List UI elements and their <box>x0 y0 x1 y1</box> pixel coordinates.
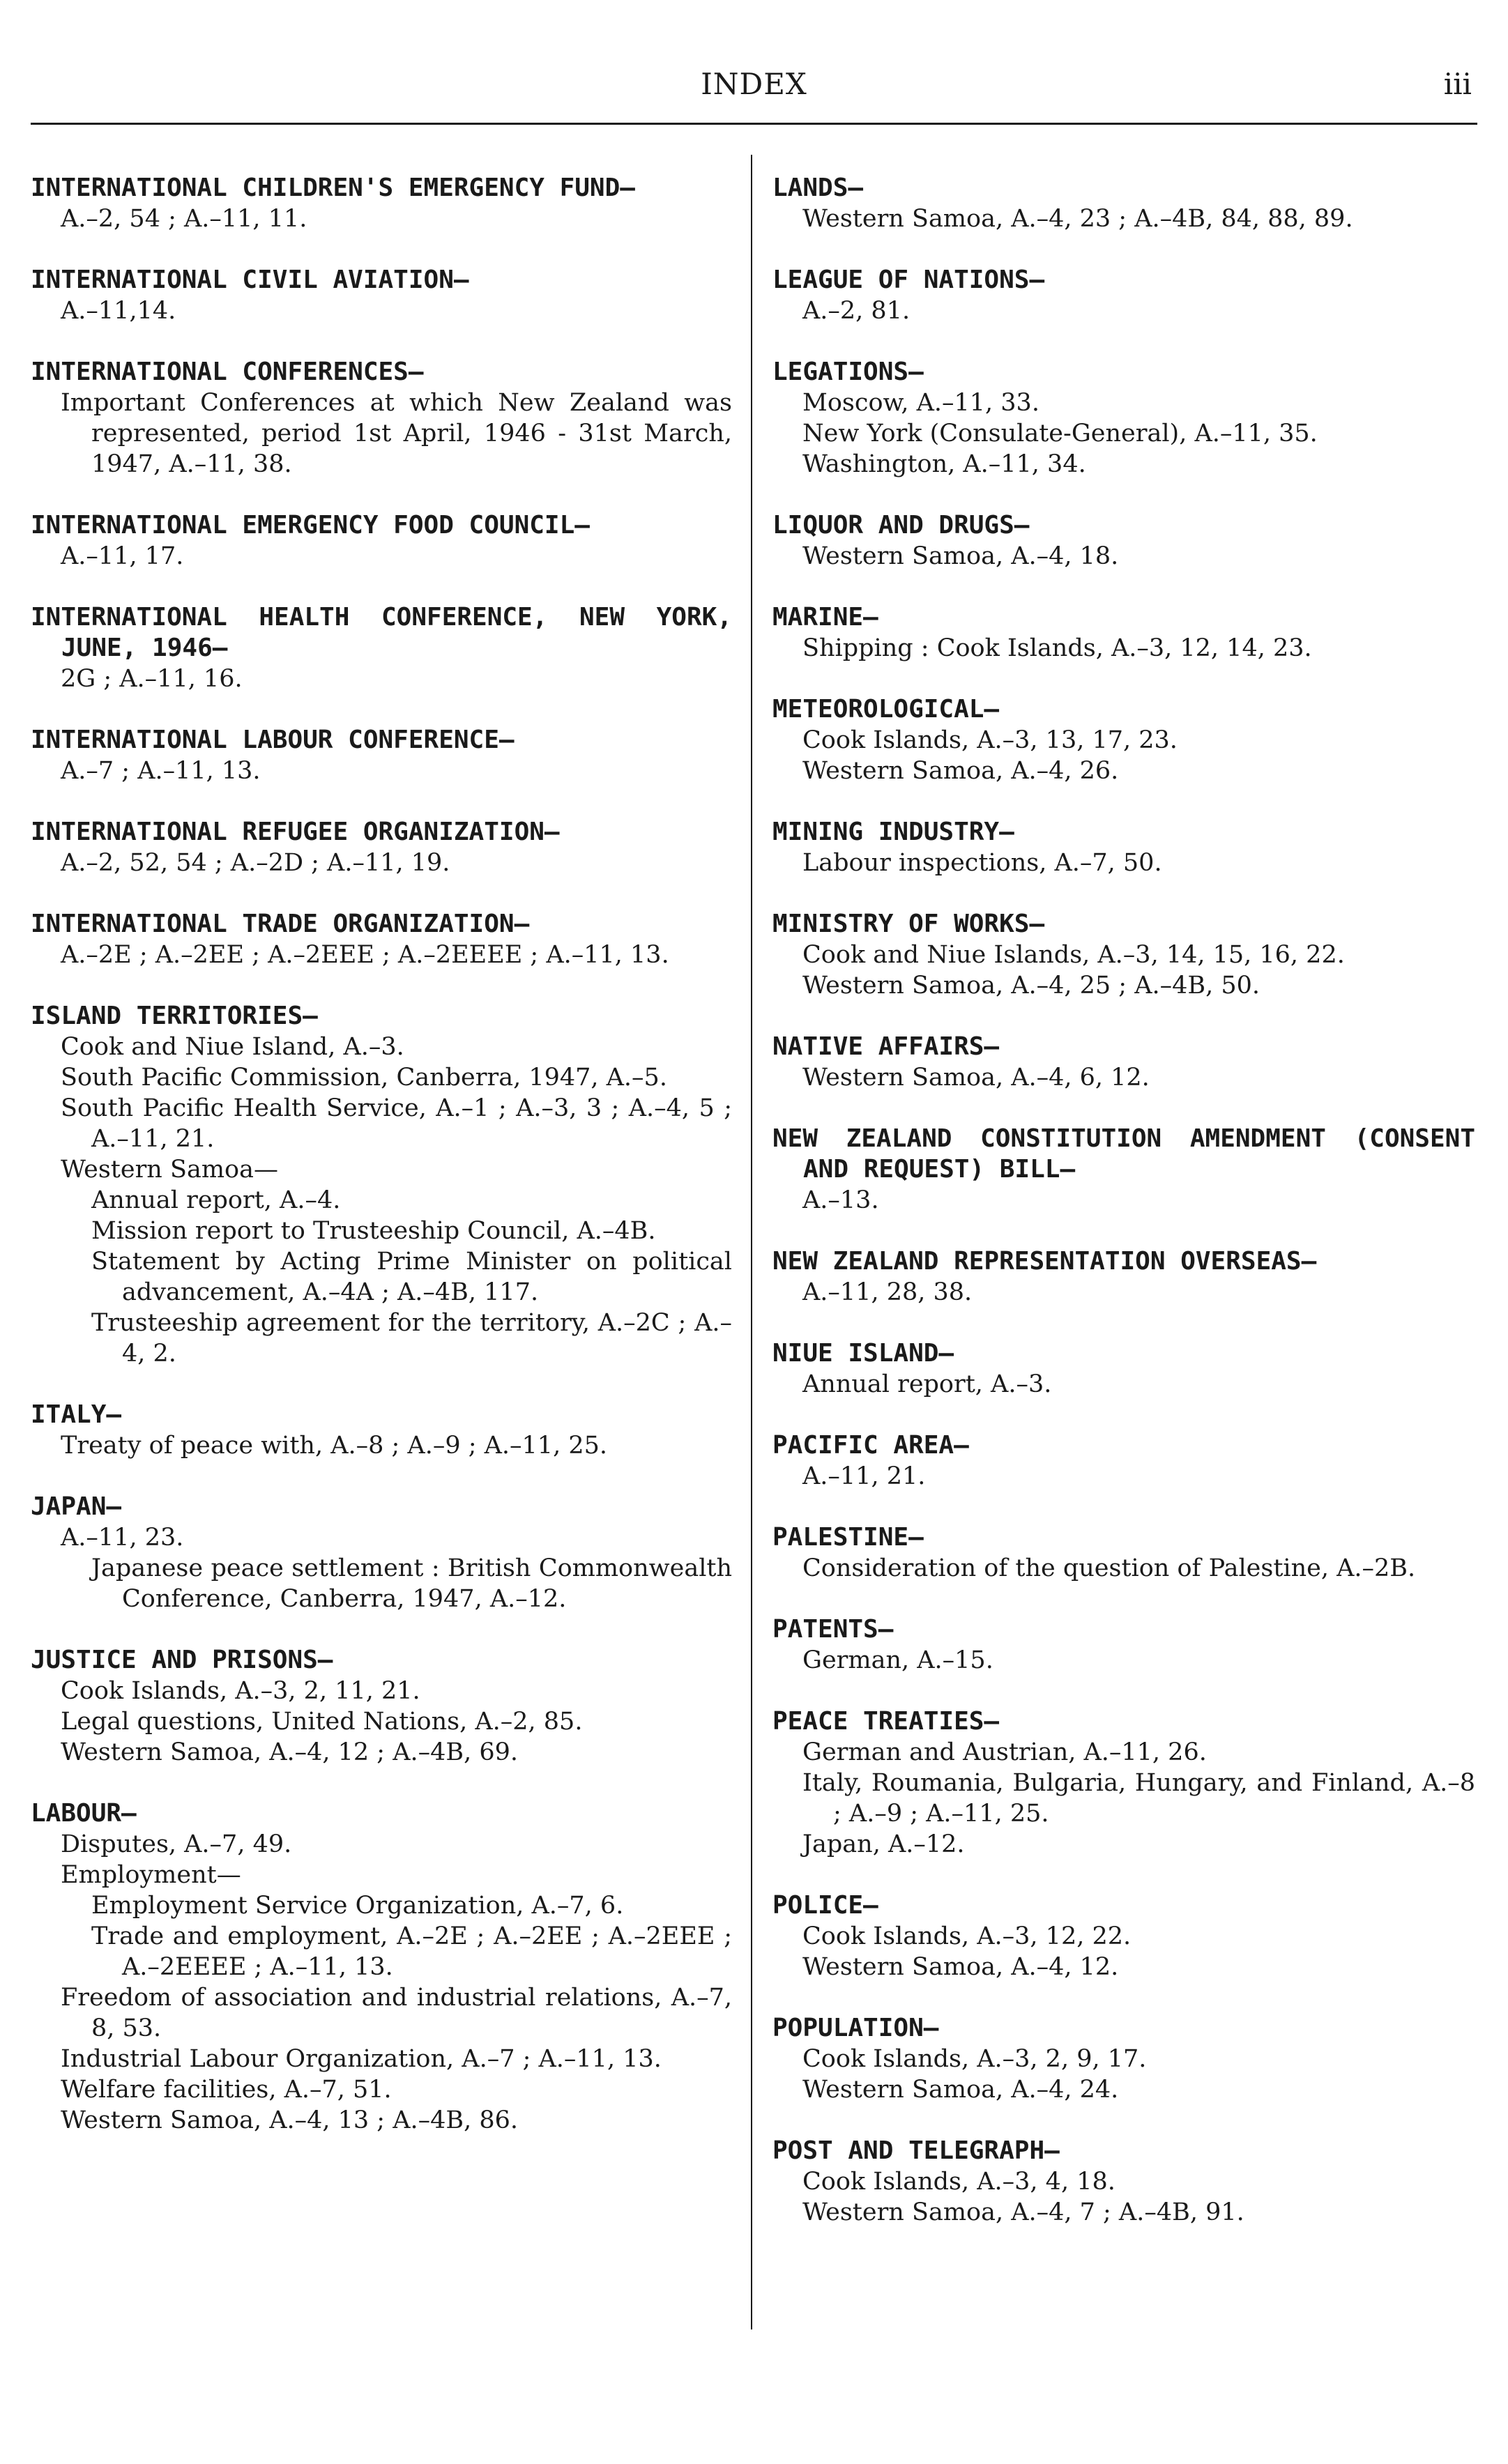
entry-reference: Western Samoa, A.–4, 6, 12. <box>802 1064 1150 1092</box>
entry-heading: PALESTINE— <box>772 1523 924 1552</box>
entry-reference: Western Samoa, A.–4, 25 ; A.–4B, 50. <box>802 972 1260 1000</box>
entry-reference: Western Samoa, A.–4, 12 ; A.–4B, 69. <box>61 1738 518 1766</box>
index-entry <box>31 1798 732 2136</box>
entry-reference: Important Conferences at which New Zealand was represented, period 1st April, 1946 - 31st March, 1947, A.–11, 38. <box>61 389 732 478</box>
entry-heading: POST AND TELEGRAPH— <box>772 2136 1060 2165</box>
entry-reference: Western Samoa— <box>61 1156 278 1184</box>
entry-reference: Western Samoa, A.–4, 26. <box>802 757 1119 785</box>
entry-reference: Cook Islands, A.–3, 2, 11, 21. <box>61 1677 420 1705</box>
entry-heading: JAPAN— <box>31 1492 122 1521</box>
index-entry <box>772 1430 1475 1492</box>
index-entry <box>31 1400 732 1461</box>
entry-reference: Employment— <box>61 1861 241 1889</box>
entry-heading: ISLAND TERRITORIES— <box>31 1002 318 1030</box>
entry-reference: Cook Islands, A.–3, 2, 9, 17. <box>802 2045 1147 2073</box>
entry-reference: Shipping : Cook Islands, A.–3, 12, 14, 23. <box>802 634 1312 662</box>
entry-reference: A.–11,14. <box>61 297 176 325</box>
index-entry <box>772 173 1475 234</box>
index-entry <box>772 2136 1475 2228</box>
entry-reference: Western Samoa, A.–4, 18. <box>802 542 1119 570</box>
index-entry <box>772 1522 1475 1584</box>
entry-reference: Labour inspections, A.–7, 50. <box>802 849 1162 877</box>
entry-reference: Employment Service Organization, A.–7, 6. <box>91 1892 624 1920</box>
entry-reference: New York (Consulate-General), A.–11, 35. <box>802 420 1318 447</box>
entry-reference: Western Samoa, A.–4, 12. <box>802 1953 1119 1981</box>
entry-heading: POPULATION— <box>772 2014 939 2042</box>
page-title: INDEX <box>701 67 807 101</box>
index-entry <box>31 725 732 786</box>
entry-reference: Statement by Acting Prime Minister on political advancement, A.–4A ; A.–4B, 117. <box>91 1248 732 1306</box>
entry-reference: Consideration of the question of Palestine, A.–2B. <box>802 1554 1416 1582</box>
column-divider <box>751 155 752 2329</box>
index-entry <box>31 173 732 234</box>
index-entry <box>772 602 1475 664</box>
index-entry <box>772 817 1475 878</box>
entry-reference: Western Samoa, A.–4, 23 ; A.–4B, 84, 88, 89. <box>802 205 1353 233</box>
entry-reference: Western Samoa, A.–4, 13 ; A.–4B, 86. <box>61 2106 518 2134</box>
entry-reference: A.–7 ; A.–11, 13. <box>61 757 261 785</box>
entry-reference: Italy, Roumania, Bulgaria, Hungary, and Finland, A.–8 ; A.–9 ; A.–11, 25. <box>802 1769 1475 1828</box>
entry-heading: NEW ZEALAND CONSTITUTION AMENDMENT (CONSENT AND REQUEST) BILL— <box>772 1124 1475 1184</box>
entry-heading: NEW ZEALAND REPRESENTATION OVERSEAS— <box>772 1247 1317 1276</box>
entry-reference: Cook Islands, A.–3, 13, 17, 23. <box>802 726 1178 754</box>
entry-heading: POLICE— <box>772 1891 878 1920</box>
entry-reference: Industrial Labour Organization, A.–7 ; A.–11, 13. <box>61 2045 662 2073</box>
entry-heading: MINISTRY OF WORKS— <box>772 910 1045 938</box>
entry-reference: Freedom of association and industrial relations, A.–7, 8, 53. <box>61 1984 732 2042</box>
index-entry <box>772 1706 1475 1860</box>
index-entry <box>772 1890 1475 1982</box>
entry-reference: Trusteeship agreement for the territory, A.–2C ; A.–4, 2. <box>91 1309 732 1368</box>
entry-heading: NIUE ISLAND— <box>772 1339 954 1368</box>
entry-heading: NATIVE AFFAIRS— <box>772 1032 1000 1061</box>
entry-heading: INTERNATIONAL CONFERENCES— <box>31 358 424 386</box>
entry-heading: JUSTICE AND PRISONS— <box>31 1646 333 1674</box>
index-entry <box>772 909 1475 1001</box>
index-column-left <box>31 173 732 2166</box>
index-entry <box>31 1492 732 1614</box>
index-entry <box>31 1001 732 1369</box>
entry-heading: LANDS— <box>772 174 864 202</box>
entry-heading: INTERNATIONAL EMERGENCY FOOD COUNCIL— <box>31 511 590 540</box>
entry-reference: A.–2E ; A.–2EE ; A.–2EEE ; A.–2EEEE ; A.–11, 13. <box>61 941 669 969</box>
entry-reference: Welfare facilities, A.–7, 51. <box>61 2076 392 2104</box>
entry-reference: German and Austrian, A.–11, 26. <box>802 1738 1207 1766</box>
entry-reference: Mission report to Trusteeship Council, A.–4B. <box>91 1217 656 1245</box>
entry-reference: Disputes, A.–7, 49. <box>61 1830 292 1858</box>
index-entry <box>772 1246 1475 1308</box>
entry-heading: INTERNATIONAL REFUGEE ORGANIZATION— <box>31 818 560 846</box>
entry-reference: Cook Islands, A.–3, 4, 18. <box>802 2168 1115 2196</box>
index-entry <box>31 510 732 572</box>
entry-reference: South Pacific Health Service, A.–1 ; A.–3, 3 ; A.–4, 5 ; A.–11, 21. <box>61 1094 732 1153</box>
index-column-right <box>772 173 1475 2258</box>
entry-reference: Washington, A.–11, 34. <box>802 450 1086 478</box>
entry-reference: Cook Islands, A.–3, 12, 22. <box>802 1922 1132 1950</box>
index-entry <box>31 909 732 970</box>
entry-heading: INTERNATIONAL CIVIL AVIATION— <box>31 266 469 294</box>
entry-reference: German, A.–15. <box>802 1646 993 1674</box>
entry-heading: INTERNATIONAL HEALTH CONFERENCE, NEW YORK, JUNE, 1946— <box>31 603 732 662</box>
index-entry <box>772 1614 1475 1676</box>
entry-heading: LEAGUE OF NATIONS— <box>772 266 1045 294</box>
header-rule <box>31 123 1477 125</box>
entry-heading: METEOROLOGICAL— <box>772 695 1000 724</box>
entry-reference: Annual report, A.–4. <box>91 1186 341 1214</box>
entry-heading: INTERNATIONAL TRADE ORGANIZATION— <box>31 910 530 938</box>
index-entry <box>772 1124 1475 1216</box>
entry-heading: LEGATIONS— <box>772 358 924 386</box>
entry-reference: A.–11, 17. <box>61 542 184 570</box>
entry-reference: A.–11, 21. <box>802 1462 926 1490</box>
entry-reference: A.–2, 81. <box>802 297 911 325</box>
entry-reference: Japanese peace settlement : British Commonwealth Conference, Canberra, 1947, A.–12. <box>91 1554 732 1613</box>
entry-heading: PACIFIC AREA— <box>772 1431 969 1460</box>
entry-reference: Legal questions, United Nations, A.–2, 85. <box>61 1708 583 1736</box>
page-number: iii <box>1443 67 1472 101</box>
index-entry <box>772 265 1475 326</box>
index-entry <box>31 1645 732 1768</box>
entry-reference: Western Samoa, A.–4, 7 ; A.–4B, 91. <box>802 2198 1244 2226</box>
entry-reference: Japan, A.–12. <box>802 1830 965 1858</box>
entry-heading: MINING INDUSTRY— <box>772 818 1014 846</box>
entry-heading: LABOUR— <box>31 1799 137 1828</box>
index-entry <box>772 694 1475 786</box>
index-entry <box>772 1032 1475 1093</box>
entry-reference: Moscow, A.–11, 33. <box>802 389 1039 417</box>
entry-reference: Annual report, A.–3. <box>802 1370 1052 1398</box>
entry-reference: Cook and Niue Island, A.–3. <box>61 1033 404 1061</box>
entry-reference: South Pacific Commission, Canberra, 1947, A.–5. <box>61 1064 667 1092</box>
index-entry <box>31 817 732 878</box>
entry-reference: Trade and employment, A.–2E ; A.–2EE ; A.–2EEE ; A.–2EEEE ; A.–11, 13. <box>91 1922 732 1981</box>
entry-reference: A.–11, 28, 38. <box>802 1278 973 1306</box>
entry-reference: Western Samoa, A.–4, 24. <box>802 2076 1119 2104</box>
entry-reference: Treaty of peace with, A.–8 ; A.–9 ; A.–11, 25. <box>61 1432 607 1460</box>
entry-reference: A.–2, 52, 54 ; A.–2D ; A.–11, 19. <box>61 849 450 877</box>
entry-heading: PATENTS— <box>772 1615 894 1644</box>
page-header <box>31 67 1477 116</box>
entry-reference: A.–11, 23. <box>61 1524 184 1552</box>
entry-heading: ITALY— <box>31 1400 122 1429</box>
index-entry <box>31 357 732 480</box>
index-entry <box>772 357 1475 480</box>
index-entry <box>772 2013 1475 2105</box>
index-entry <box>772 510 1475 572</box>
entry-heading: MARINE— <box>772 603 878 632</box>
entry-reference: A.–13. <box>802 1186 879 1214</box>
entry-heading: PEACE TREATIES— <box>772 1707 1000 1736</box>
entry-heading: LIQUOR AND DRUGS— <box>772 511 1030 540</box>
entry-reference: Cook and Niue Islands, A.–3, 14, 15, 16, 22. <box>802 941 1345 969</box>
entry-reference: A.–2, 54 ; A.–11, 11. <box>61 205 307 233</box>
entry-heading: INTERNATIONAL LABOUR CONFERENCE— <box>31 726 515 754</box>
index-entry <box>31 265 732 326</box>
entry-reference: 2G ; A.–11, 16. <box>61 665 243 693</box>
index-entry <box>772 1338 1475 1400</box>
entry-heading: INTERNATIONAL CHILDREN'S EMERGENCY FUND— <box>31 174 635 202</box>
index-entry <box>31 602 732 694</box>
